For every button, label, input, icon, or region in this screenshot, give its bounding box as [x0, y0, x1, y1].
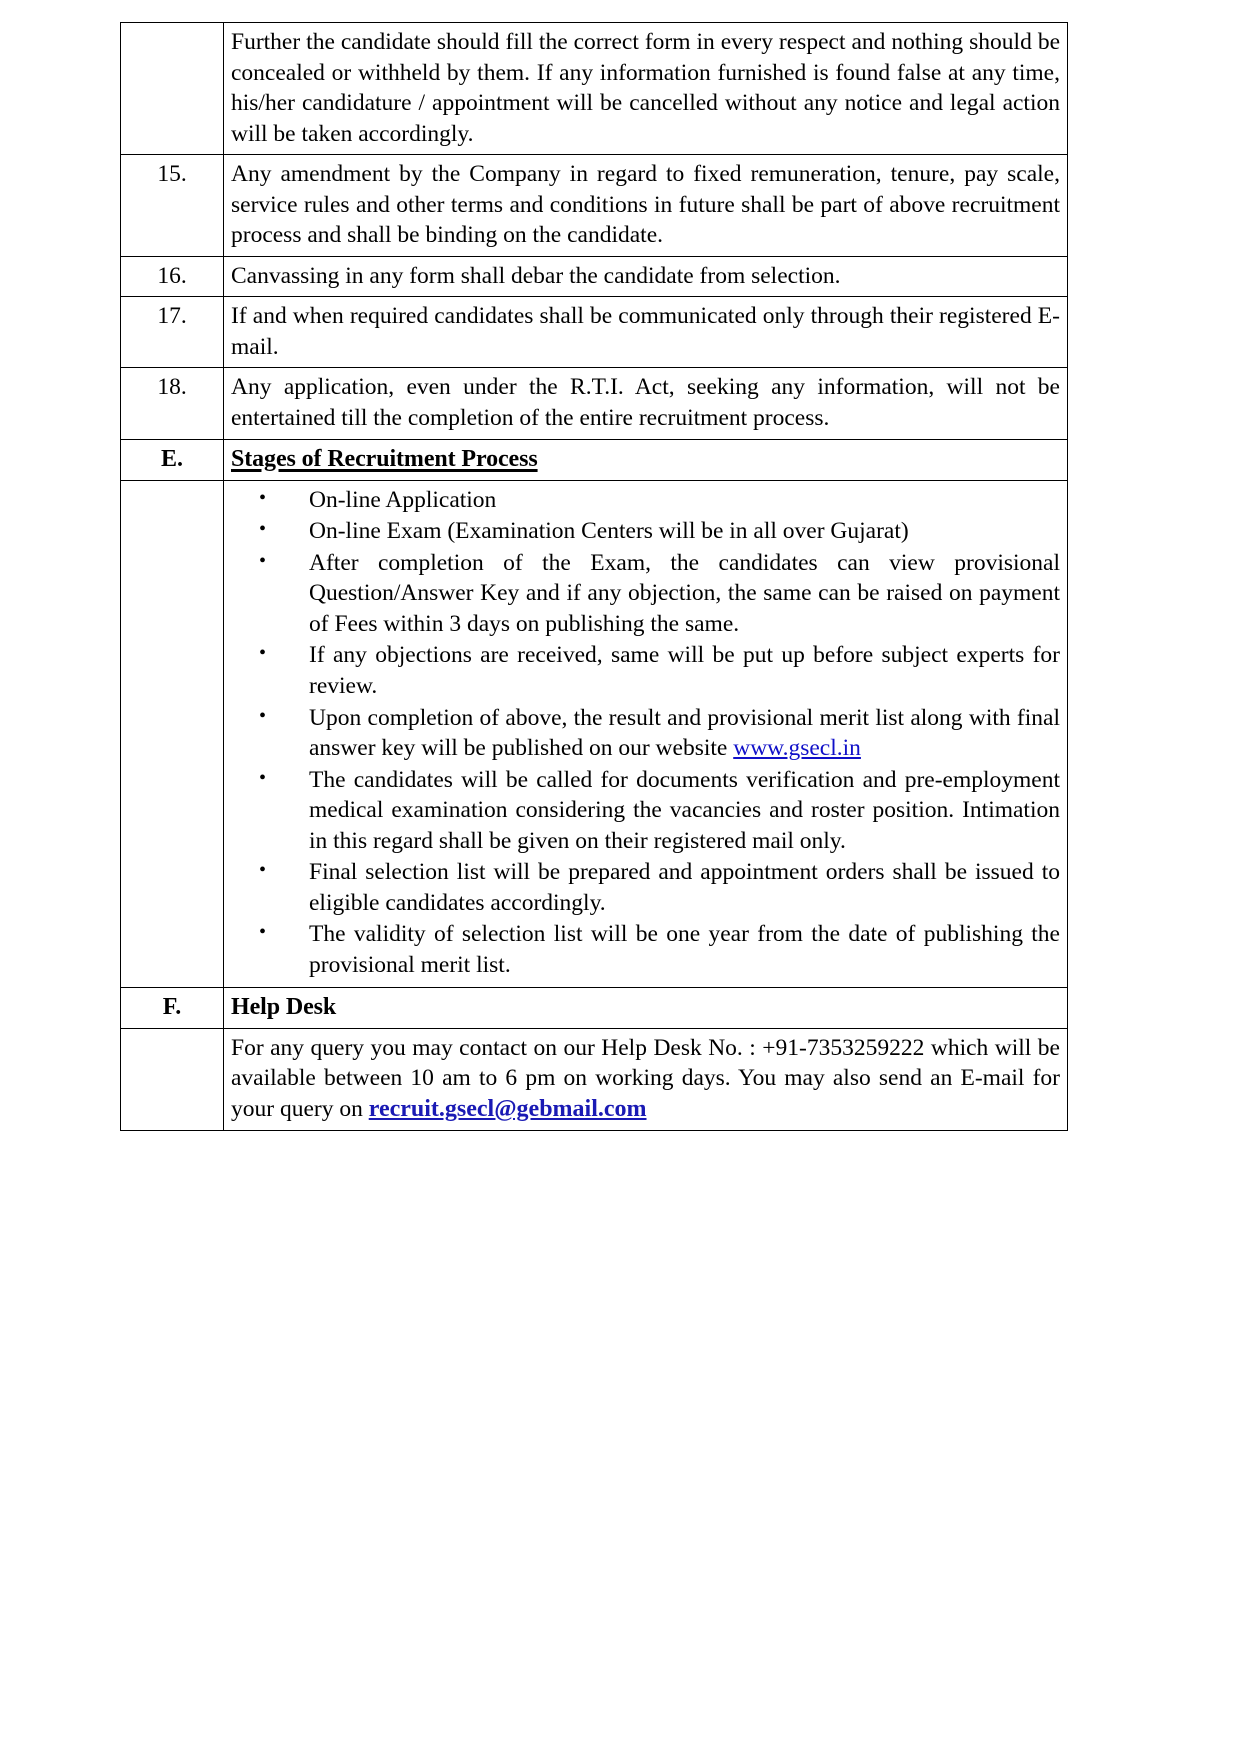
list-item-text-before: Upon completion of above, the result and provisional merit list along with final answer key will be published on our website: [309, 704, 1060, 762]
list-item: • On-line Exam (Examination Centers will be in all over Gujarat): [231, 516, 1060, 547]
table-row: [121, 23, 1068, 155]
row-number-cell: 18.: [121, 368, 224, 439]
row-number-cell: 15.: [121, 155, 224, 257]
section-f-header-row: [121, 987, 1068, 1028]
help-desk-body-cell: [224, 1028, 1068, 1130]
list-item: • The validity of selection list will be one year from the date of publishing the provisional merit list.: [231, 919, 1060, 980]
list-item: • If any objections are received, same will be put up before subject experts for review.: [231, 640, 1060, 701]
section-f-heading: Help Desk: [231, 993, 337, 1020]
section-f-letter: F.: [121, 987, 224, 1028]
list-item: • Final selection list will be prepared and appointment orders shall be issued to eligible candidates accordingly.: [231, 857, 1060, 918]
row-text-cell: Canvassing in any form shall debar the candidate from selection.: [224, 256, 1068, 297]
section-e-heading-cell: [224, 439, 1068, 480]
row-text-cell: Any amendment by the Company in regard to fixed remuneration, tenure, pay scale, service rules and other terms and conditions in future shall be part of above recruitment process and shall be binding on the candidate.: [224, 155, 1068, 257]
list-item: • On-line Application: [231, 485, 1060, 516]
section-e-heading: Stages of Recruitment Process: [231, 445, 538, 472]
section-e-empty-number-cell: [121, 480, 224, 987]
stages-of-recruitment-list: [231, 485, 1060, 981]
help-desk-phone-number: +91-7353259222: [762, 1034, 925, 1061]
section-f-empty-number-cell: [121, 1028, 224, 1130]
table-row: [121, 155, 1068, 257]
section-e-header-row: [121, 439, 1068, 480]
help-desk-text-before-phone: For any query you may contact on our Help Desk No. :: [231, 1034, 763, 1061]
section-f-content-row: [121, 1028, 1068, 1130]
stages-list-cell: [224, 480, 1068, 987]
row-number-cell: 16.: [121, 256, 224, 297]
row-text-cell: If and when required candidates shall be communicated only through their registered E-mail.: [224, 297, 1068, 368]
row-text-cell: Any application, even under the R.T.I. Act, seeking any information, will not be entertained till the completion of the entire recruitment process.: [224, 368, 1068, 439]
recruitment-conditions-table: [120, 22, 1068, 1131]
section-f-heading-cell: [224, 987, 1068, 1028]
table-row: [121, 256, 1068, 297]
section-e-letter: E.: [121, 439, 224, 480]
list-item: • The candidates will be called for documents verification and pre-employment medical examination considering the vacancies and roster position. Intimation in this regard shall be given on their registered mail only.: [231, 765, 1060, 857]
list-item-with-link: [231, 703, 1060, 764]
table-row: [121, 368, 1068, 439]
help-desk-text-middle: which will be available between 10 am to 6 pm on working days. You may also send an E-mail for your query on: [231, 1034, 1060, 1122]
row-text-cell: Further the candidate should fill the correct form in every respect and nothing should be concealed or withheld by them. If any information furnished is found false at any time, his/her candidature / appointment will be cancelled without any notice and legal action will be taken accordingly.: [224, 23, 1068, 155]
table-body: [121, 23, 1068, 1131]
section-e-content-row: [121, 480, 1068, 987]
gsecl-website-link[interactable]: www.gsecl.in: [733, 735, 861, 762]
table-row: [121, 297, 1068, 368]
list-item: • After completion of the Exam, the candidates can view provisional Question/Answer Key and if any objection, the same can be raised on payment of Fees within 3 days on publishing the same.: [231, 548, 1060, 640]
row-number-cell: [121, 23, 224, 155]
row-number-cell: 17.: [121, 297, 224, 368]
help-desk-email-link[interactable]: recruit.gsecl@gebmail.com: [368, 1095, 647, 1122]
